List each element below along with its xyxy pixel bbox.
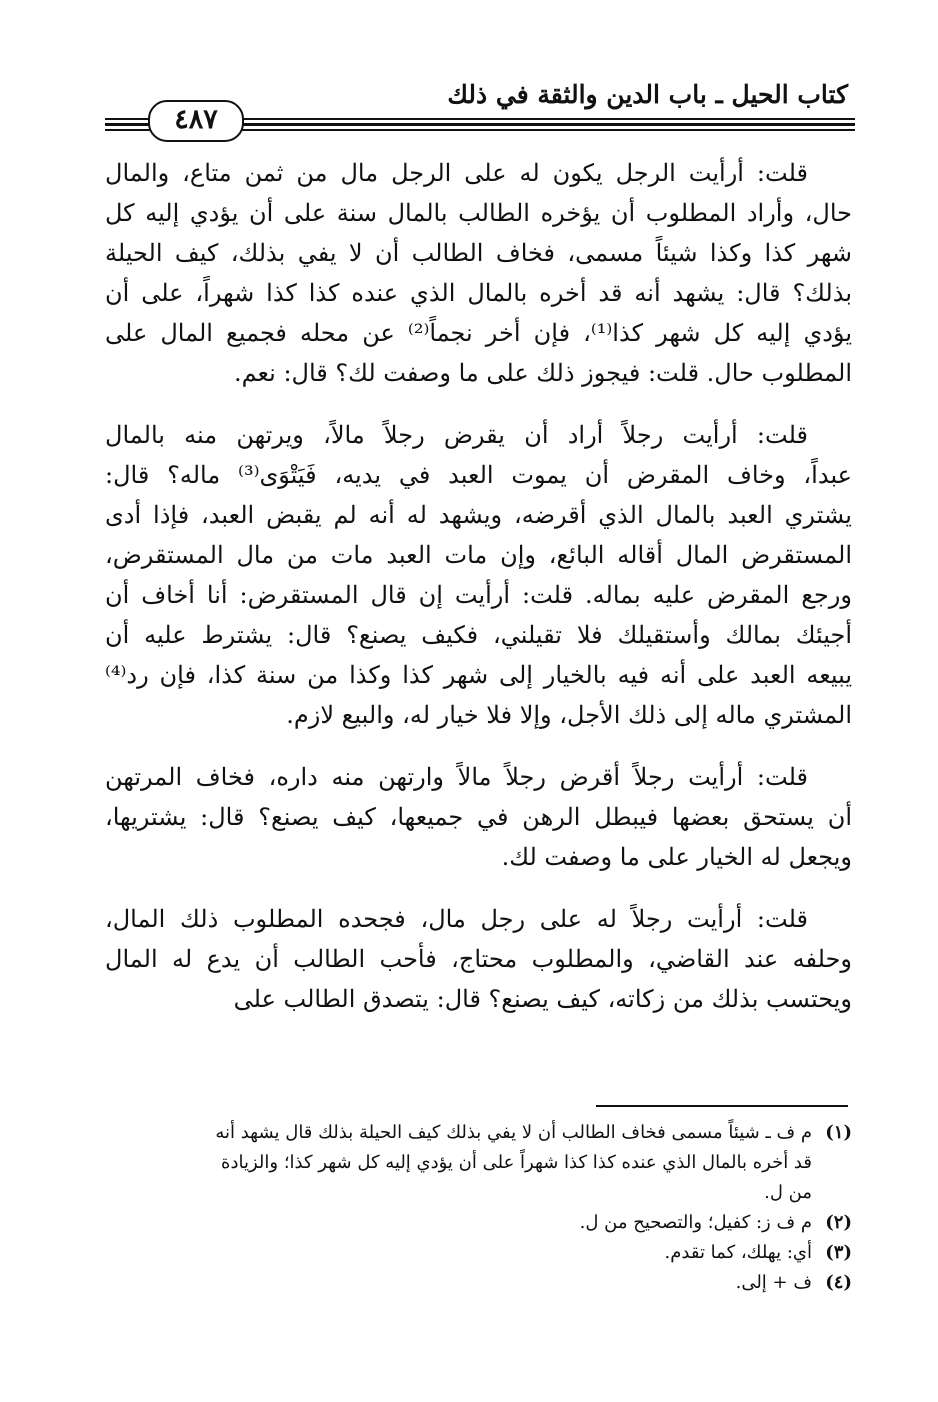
main-text <box>105 153 852 1019</box>
text-line: قلت: أرأيت الرجل يكون له على الرجل مال من ثمن متاع، والمال <box>105 159 808 187</box>
footnotes <box>105 1118 852 1298</box>
page-number: ٤٨٧ <box>148 100 244 142</box>
text-line: المشتري ماله إلى ذلك الأجل، وإلا فلا خيار له، والبيع لازم. <box>286 701 852 729</box>
footnote-text: م ف ز: كفيل؛ والتصحيح من ل. <box>579 1212 812 1233</box>
footnote <box>105 1238 852 1268</box>
text-line: ويحتسب بذلك من زكاته، كيف يصنع؟ قال: يتصدق الطالب على <box>233 985 852 1013</box>
footnote-text: قد أخره بالمال الذي عنده كذا كذا شهراً على أن يؤدي إليه كل شهر كذا؛ والزيادة <box>221 1152 812 1173</box>
text-line: ويجعل له الخيار على ما وصفت لك. <box>501 843 852 871</box>
footnote <box>105 1208 852 1238</box>
footnote-text: أي: يهلك، كما تقدم. <box>664 1242 812 1263</box>
text-line: حال، وأراد المطلوب أن يؤخره الطالب بالمال سنة على أن يؤدي إليه كل <box>105 199 852 227</box>
text-line: شهر كذا وكذا شيئاً مسمى، فخاف الطالب أن لا يفي بذلك، كيف الحيلة <box>105 239 852 267</box>
text-line: أن يستحق بعضها فيبطل الرهن في جميعها، كيف يصنع؟ قال: يشتريها، <box>105 803 852 831</box>
footnote-text: من ل. <box>764 1182 812 1203</box>
paragraph <box>105 757 852 877</box>
footnote <box>105 1118 852 1208</box>
text-line: عبداً، وخاف المقرض أن يموت العبد في يديه، فَيَتْوَى⁽³⁾ ماله؟ قال: <box>105 461 852 489</box>
footnote <box>105 1268 852 1298</box>
text-line: قلت: أرأيت رجلاً أراد أن يقرض رجلاً مالاً، ويرتهن منه بالمال <box>105 421 808 449</box>
paragraph <box>105 415 852 735</box>
text-line: يشتري العبد بالمال الذي أقرضه، ويشهد له أنه لم يقبض العبد، فإذا أدى <box>105 501 852 529</box>
text-line: يبيعه العبد على أنه فيه بالخيار إلى شهر كذا وكذا من سنة كذا، فإن رد⁽⁴⁾ <box>105 661 852 689</box>
text-line: قلت: أرأيت رجلاً له على رجل مال، فجحده المطلوب ذلك المال، <box>105 905 808 933</box>
text-line: المستقرض المال أقاله البائع، وإن مات العبد مات من مال المستقرض، <box>105 541 852 569</box>
footnote-number: (١) <box>825 1122 852 1143</box>
footnote-number: (٤) <box>825 1272 852 1293</box>
footnote-text: م ف ـ شيئاً مسمى فخاف الطالب أن لا يفي بذلك كيف الحيلة بذلك قال يشهد أنه <box>215 1122 812 1143</box>
footnote-rule <box>596 1105 848 1107</box>
text-line: ورجع المقرض عليه بماله. قلت: أرأيت إن قال المستقرض: أنا أخاف أن <box>105 581 852 609</box>
footnote-text: ف + إلى. <box>735 1272 812 1293</box>
footnote-number: (٣) <box>825 1242 852 1263</box>
text-line: قلت: أرأيت رجلاً أقرض رجلاً مالاً وارتهن منه داره، فخاف المرتهن <box>105 763 808 791</box>
footnote-number: (٢) <box>825 1212 852 1233</box>
paragraph <box>105 899 852 1019</box>
paragraph <box>105 153 852 393</box>
text-line: أجيئك بمالك وأستقيلك فلا تقيلني، فكيف يصنع؟ قال: يشترط عليه أن <box>105 621 852 649</box>
running-title: كتاب الحيل ـ باب الدين والثقة في ذلك <box>447 80 848 109</box>
text-line: المطلوب حال. قلت: فيجوز ذلك على ما وصفت لك؟ قال: نعم. <box>233 359 852 387</box>
text-line: يؤدي إليه كل شهر كذا⁽¹⁾، فإن أخر نجماً⁽²⁾ عن محله فجميع المال على <box>105 319 853 347</box>
text-line: بذلك؟ قال: يشهد أنه قد أخره بالمال الذي عنده كذا كذا شهراً، على أن <box>105 279 852 307</box>
text-line: وحلفه عند القاضي، والمطلوب محتاج، فأحب الطالب أن يدع له المال <box>105 945 852 973</box>
